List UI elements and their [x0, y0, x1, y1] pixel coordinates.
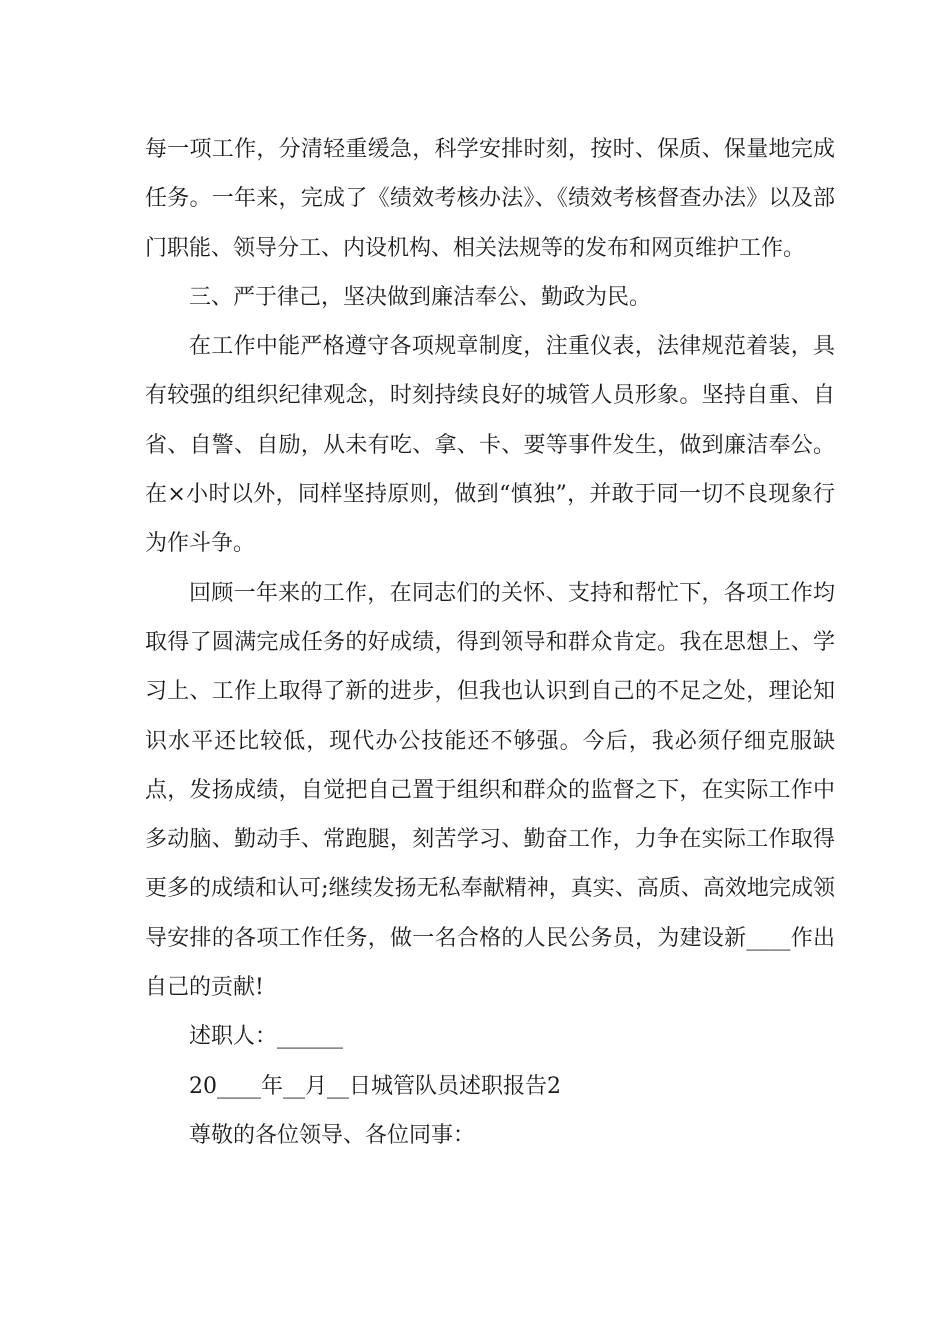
paragraph-1: 每一项工作，分清轻重缓急，科学安排时刻，按时、保质、保量地完成任务。一年来，完成了《绩效考核办法》、《绩效考核督查办法》以及部门职能、领导分工、内设机构、相关法规等的发布和网页维护工作。: [145, 137, 835, 261]
signature-line: 述职人：______: [189, 1024, 344, 1050]
paragraph-3: 在工作中能严格遵守各项规章制度，注重仪表，法律规范着装，具有较强的组织纪律观念，时刻持续良好的城管人员形象。坚持自重、自省、自警、自励，从未有吃、拿、卡、要等事件发生，做到廉洁奉公。在×小时以外，同样坚持原则，做到“慎独”，并敢于同一切不良现象行为作斗争。: [145, 334, 835, 557]
paragraph-4: 回顾一年来的工作，在同志们的关怀、支持和帮忙下，各项工作均取得了圆满完成任务的好成绩，得到领导和群众肯定。我在思想上、学习上、工作上取得了新的进步，但我也认识到自己的不足之处，理论知识水平还比较低，现代办公技能还不够强。今后，我必须仔细克服缺点，发扬成绩，自觉把自己置于组织和群众的监督之下，在实际工作中多动脑、勤动手、常跑腿，刻苦学习、勤奋工作，力争在实际工作取得更多的成绩和认可;继续发扬无私奉献精神，真实、高质、高效地完成领导安排的各项工作任务，做一名合格的人民公务员，为建设新____作出自己的贡献!: [145, 580, 835, 1001]
date-title-line: 20____年__月__日城管队员述职报告2: [189, 1073, 561, 1099]
paragraph-2-heading: 三、严于律己，坚决做到廉洁奉公、勤政为民。: [189, 284, 652, 310]
document-body: [145, 125, 835, 1160]
salutation: 尊敬的各位领导、各位同事：: [189, 1122, 476, 1148]
